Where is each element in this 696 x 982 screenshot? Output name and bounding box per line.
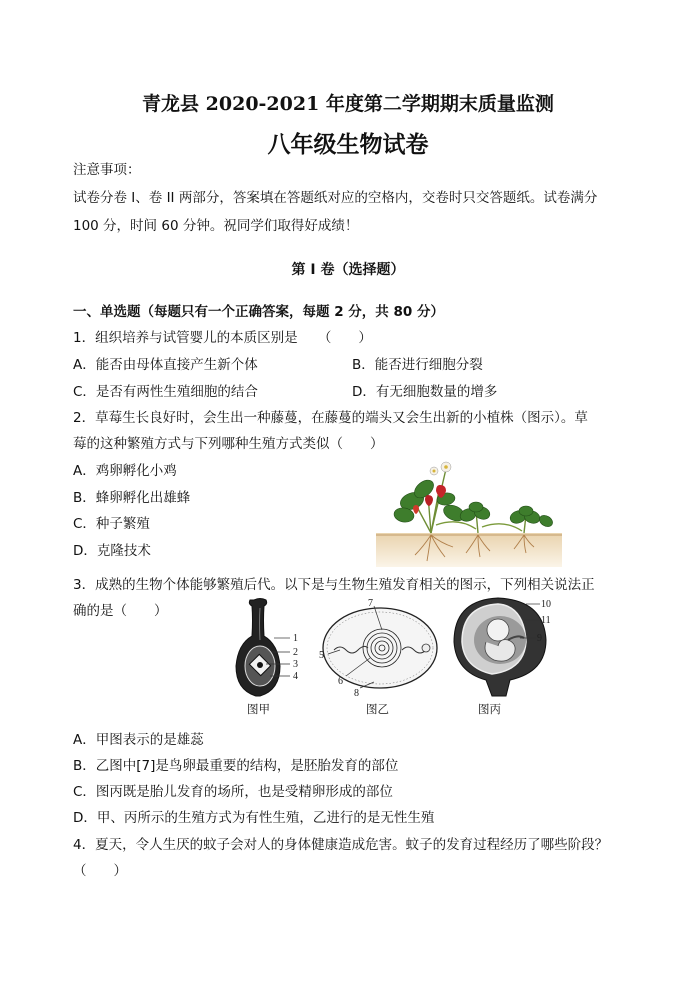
- jia-label-4: 4: [293, 671, 298, 682]
- notice-heading: 注意事项：: [73, 162, 141, 178]
- figure-bing-caption: 图丙: [478, 702, 501, 716]
- section-title: 第 I 卷（选择题）: [291, 262, 405, 278]
- q1-option-c: C．是否有两性生殖细胞的结合: [73, 384, 258, 400]
- q1-option-d: D．有无细胞数量的增多: [352, 384, 498, 400]
- bing-label-11: 11: [541, 615, 551, 626]
- figure-jia-caption: 图甲: [247, 702, 270, 716]
- figure-yi-egg-diagram: [312, 596, 446, 700]
- part-heading: 一、单选题（每题只有一个正确答案，每题 2 分，共 80 分）: [73, 304, 444, 320]
- yi-label-8: 8: [354, 688, 359, 699]
- yi-label-5: 5: [319, 650, 324, 661]
- q2-stem-line-2: 莓的这种繁殖方式与下列哪种生殖方式类似（ ）: [73, 436, 384, 452]
- q1-option-a: A．能否由母体直接产生新个体: [73, 357, 258, 373]
- exam-title: 青龙县 2020-2021 年度第二学期期末质量监测: [142, 93, 554, 115]
- q1-stem: 1．组织培养与试管婴儿的本质区别是 （ ）: [73, 330, 372, 346]
- jia-label-3: 3: [293, 659, 298, 670]
- q4-stem: 4．夏天，令人生厌的蚊子会对人的身体健康造成危害。蚊子的发育过程经历了哪些阶段？: [73, 837, 609, 853]
- q1-option-b: B．能否进行细胞分裂: [352, 357, 483, 373]
- q2-stem-line-1: 2．草莓生长良好时，会生出一种藤蔓，在藤蔓的端头又会生出新的小植株（图示）。草: [73, 410, 588, 426]
- q2-option-a: A．鸡卵孵化小鸡: [73, 463, 177, 479]
- figure-jia-pistil-diagram: [226, 596, 308, 702]
- q3-option-a: A．甲图表示的是雄蕊: [73, 732, 204, 748]
- notice-line-1: 试卷分卷 I、卷 II 两部分，答案填在答题纸对应的空格内，交卷时只交答题纸。试卷满分: [73, 190, 598, 206]
- q3-option-b: B．乙图中[7]是鸟卵最重要的结构，是胚胎发育的部位: [73, 758, 399, 774]
- jia-label-1: 1: [293, 633, 298, 644]
- yi-label-7: 7: [368, 598, 373, 609]
- figure-bing-uterus-diagram: [448, 594, 560, 698]
- q3-option-d: D．甲、丙所示的生殖方式为有性生殖，乙进行的是无性生殖: [73, 810, 435, 826]
- q2-option-b: B．蜂卵孵化出雄蜂: [73, 490, 191, 506]
- figure-yi-caption: 图乙: [366, 702, 389, 716]
- yi-label-6: 6: [338, 676, 343, 687]
- exam-subtitle: 八年级生物试卷: [267, 131, 429, 158]
- bing-label-10: 10: [541, 599, 551, 610]
- notice-line-2: 100 分，时间 60 分钟。祝同学们取得好成绩！: [73, 218, 359, 234]
- q3-stem-line-1: 3．成熟的生物个体能够繁殖后代。以下是与生物生殖发育相关的图示，下列相关说法正: [73, 577, 595, 593]
- strawberry-runner-illustration: [376, 455, 562, 567]
- q3-option-c: C．图丙既是胎儿发育的场所，也是受精卵形成的部位: [73, 784, 393, 800]
- q3-stem-line-2: 确的是（ ）: [73, 603, 168, 619]
- q4-answer-blank: （ ）: [73, 863, 127, 879]
- bing-label-9: 9: [537, 633, 542, 644]
- jia-label-2: 2: [293, 647, 298, 658]
- q2-option-d: D．克隆技术: [73, 543, 151, 559]
- q2-option-c: C．种子繁殖: [73, 516, 150, 532]
